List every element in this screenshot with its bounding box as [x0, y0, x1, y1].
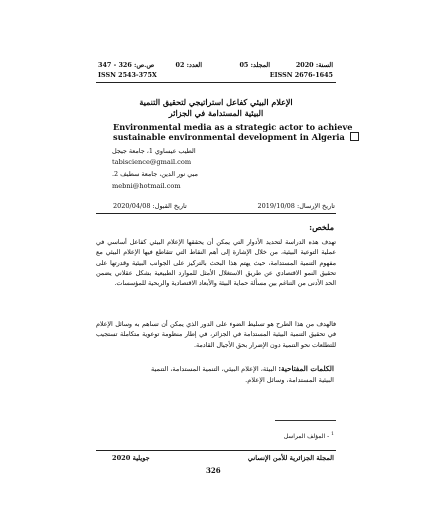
- author-2-name: مبي نور الدين، جامعة سطيف 2.: [112, 170, 198, 178]
- title-en-line1: Environmental media as a strategic actor to achieve: [113, 122, 353, 132]
- header-issn: ISSN 2543-375X: [98, 71, 157, 79]
- footer-date: جويلية 2020: [112, 454, 150, 462]
- header-rule: [96, 82, 336, 83]
- title-en-line2: [113, 132, 359, 142]
- footnote-text: - المؤلف المراسل: [283, 433, 330, 440]
- header-eissn: EISSN 2676-1645: [269, 71, 333, 79]
- abstract-heading: ملخص:: [309, 222, 334, 232]
- keywords-line-2: البيئية المستدامة، وسائل الإعلام.: [245, 376, 334, 384]
- keywords-line-1: [151, 364, 334, 373]
- footnote: [284, 432, 334, 440]
- date-accepted: تاريخ القبول: 2020/04/08: [113, 202, 187, 210]
- title-ar-line2: البيئية المستدامة في الجزائر: [168, 108, 264, 118]
- author-2-email: mebni@hotmail.com: [112, 182, 181, 190]
- header-issue: العدد: 02: [175, 61, 202, 69]
- page-number: 326: [206, 466, 221, 475]
- footer-journal: المجلة الجزائرية للأمن الإنساني: [247, 454, 334, 462]
- abstract-paragraph-1: تهدف هذه الدراسة لتحديد الأدوار التي يمكن أن يحققها الإعلام البيئي كفاعل أساسي في عملية التوعية البيئية، من خلال الإشارة إلى أهم النقاط التي تتقاطع فيها الإعلام البيئي مع مفهوم التنمية المستدامة، حيث يهتم هذا البحث بالتركيز على الجوانب البيئية وقدرتها على تحقيق النمو الاقتصادي عن طريق الاستغلال الأمثل للموارد الطبيعية بشكل عقلاني يضمن الحد الأدنى من التناغم بين مسألة حماية البيئة والأبعاد الاقتصادية والربحية للمؤسسات.: [96, 239, 336, 288]
- footnote-rule: [275, 420, 336, 421]
- title-ar-line1: الإعلام البيئي كفاعل استراتيجي لتحقيق التنمية: [139, 97, 293, 107]
- author-1-email: tabiscience@gmail.com: [112, 158, 192, 166]
- header-year: السنة: 2020: [295, 61, 333, 69]
- footnote-marker: 1: [331, 432, 334, 437]
- title-en-line2-text: sustainable environmental development in Algeria: [113, 132, 345, 142]
- header-volume: المجلد: 05: [239, 61, 270, 69]
- abstract-paragraph-2: فالهدف من هذا الطرح هو تسليط الضوء على الدور الذي يمكن أن تساهم به وسائل الإعلام في تحقيق التنمية البيئية المستدامة في الجزائر، في إطار منظومة توعوية متكاملة تستجيب للتطلعات نحو التنمية دون الإضرار بحق الأجيال القادمة.: [96, 321, 336, 349]
- keywords-text-1: البيئة، الإعلام البيئي، التنمية المستدامة، التنمية: [151, 365, 277, 373]
- header-pages: ص.ص: 326 - 347: [98, 61, 155, 69]
- date-sent: تاريخ الإرسال: 2019/10/08: [257, 202, 335, 210]
- dates-rule: [96, 213, 336, 214]
- checkbox-square-icon: [350, 132, 359, 141]
- footer-rule: [96, 450, 336, 451]
- keywords-label: الكلمات المفتاحية:: [278, 364, 334, 373]
- author-1-name: الطيب عيساوي 1، جامعة جيجل: [112, 147, 196, 155]
